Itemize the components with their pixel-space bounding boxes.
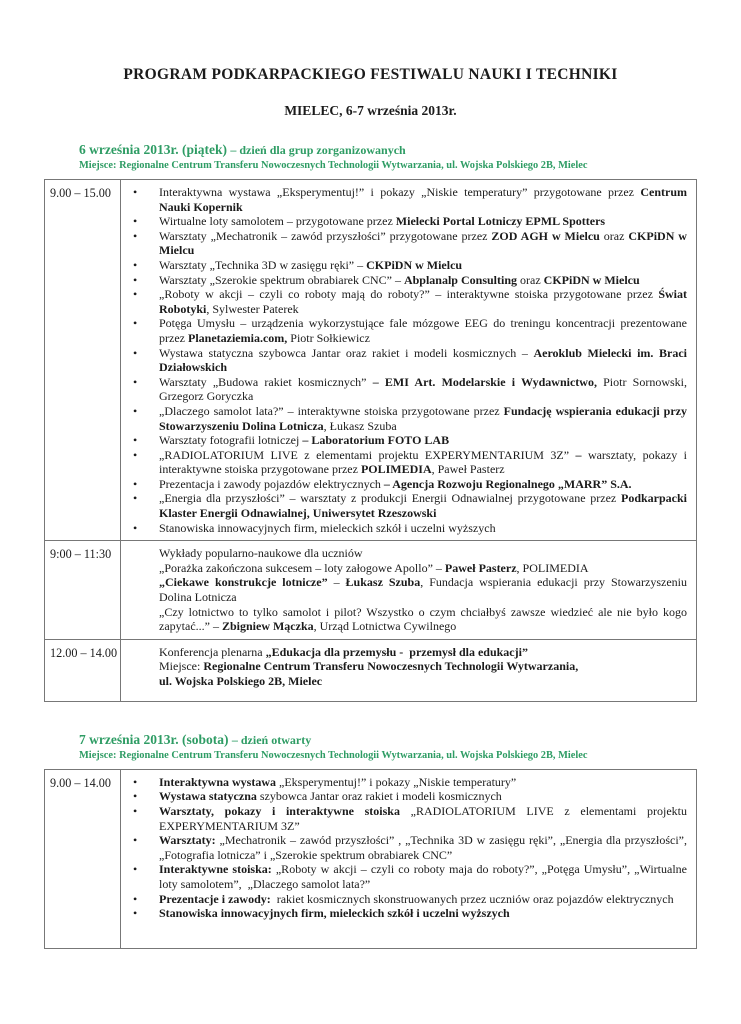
text-run: Prezentacja i zawody pojazdów elektrycznych: [159, 476, 384, 491]
bold-text-run: Interaktywne stoiska:: [159, 862, 276, 877]
list-item: [121, 433, 687, 448]
list-item: [121, 316, 687, 345]
bold-text-run: Fundację wspierania edukacji przy Stowarzyszeniu Dolina Lotnicza: [159, 403, 687, 433]
bold-text-run: Wystawa statyczna: [159, 789, 260, 804]
bold-text-run: CKPiDN w Mielcu: [543, 272, 640, 287]
text-run: „Roboty w akcji – czyli co roboty maja do roboty?”, „Potęga Umysłu”, „Wirtualne loty samolotem”, „Dlaczego samolot lata?”: [159, 862, 687, 891]
list-item: [121, 258, 687, 273]
bold-text-run: Zbigniew Mączka: [221, 619, 314, 634]
bold-text-run: – Laboratorium FOTO LAB: [302, 433, 450, 448]
schedule-row: [45, 180, 697, 541]
text-run: „Porażka zakończona sukcesem – loty załogowe Apollo” –: [159, 560, 445, 575]
list-item: [121, 404, 687, 433]
document-title: PROGRAM PODKARPACKIEGO FESTIWALU NAUKI I TECHNIKI: [123, 66, 618, 83]
bold-text-run: POLIMEDIA: [360, 462, 432, 477]
list-item: [121, 833, 687, 862]
text-run: „Roboty w akcji – czyli co roboty mają do roboty?” – interaktywne stoiska przygotowane przez: [159, 287, 659, 302]
text-run: Stanowiska innowacyjnych firm, mieleckich szkół i uczelni wyższych: [159, 520, 496, 535]
text-run: Wykłady popularno-naukowe dla uczniów: [159, 546, 363, 561]
bold-text-run: Świat Robotyki: [159, 287, 687, 316]
text-line: [121, 561, 687, 576]
text-run: Piotr Sornowski, Grzegorz Goryczka: [159, 374, 687, 404]
bold-text-run: CKPiDN w Mielcu: [366, 257, 463, 272]
text-run: „Eksperymentuj!” i pokazy „Niskie temperatury”: [279, 774, 517, 789]
section-heading-saturday: [79, 732, 697, 748]
list-item: [121, 775, 687, 790]
text-run: Piotr Sołkiewicz: [287, 330, 370, 345]
bold-text-run: Abplanalp Consulting: [403, 272, 518, 287]
bold-text-run: „Edukacja dla przemysłu - przemysł dla edukacji”: [265, 644, 528, 659]
section-heading-desc: – dzień dla grup zorganizowanych: [230, 143, 406, 157]
bold-text-run: Podkarpacki Klaster Energii Odnawialnej, Uniwersytet Rzeszowski: [159, 491, 687, 521]
list-item: [121, 229, 687, 258]
list-item: [121, 477, 687, 492]
bold-text-run: Prezentacje i zawody:: [159, 891, 274, 906]
text-run: szybowca Jantar oraz rakiet i modeli kosmicznych: [259, 789, 502, 804]
bold-text-run: Łukasz Szuba: [345, 575, 421, 590]
text-run: oraz: [599, 228, 629, 243]
section-heading-date: 6 września 2013r. (piątek): [79, 142, 227, 157]
text-run: Warsztaty „Szerokie spektrum obrabiarek CNC” –: [159, 272, 404, 287]
text-run: „Energia dla przyszłości” – warsztaty z produkcji Energii Odnawialnej przygotowane przez: [159, 491, 621, 506]
text-run: Wystawa statyczna szybowca Jantar oraz rakiet i modeli kosmicznych –: [159, 345, 534, 360]
bullet-list: [121, 185, 687, 535]
bold-text-run: Planetaziemia.com,: [187, 330, 288, 345]
document-subtitle: MIELEC, 6-7 września 2013r.: [284, 103, 457, 118]
list-item: [121, 448, 687, 477]
text-run: „RADIOLATORIUM LIVE z elementami projektu EXPERYMENTARIUM 3Z”: [159, 804, 687, 833]
text-line: [121, 645, 687, 660]
section-venue-friday: Miejsce: Regionalne Centrum Transferu Nowoczesnych Technologii Wytwarzania, ul. Wojska Polskiego 2B, Mielec: [79, 160, 588, 171]
text-run: oraz: [517, 272, 544, 287]
text-run: , Fundacja wspierania edukacji przy Stowarzyszeniu Dolina Lotnicza: [159, 575, 687, 605]
text-run: , Łukasz Szuba: [323, 418, 397, 433]
text-run: Konferencja plenarna: [159, 644, 266, 659]
bold-text-run: – EMI Art. Modelarskie i Wydawnictwo,: [372, 374, 597, 389]
time-slot: 9.00 – 14.00: [45, 769, 121, 948]
text-run: Warsztaty „Budowa rakiet kosmicznych”: [159, 374, 373, 389]
text-run: Warsztaty fotografii lotniczej: [159, 433, 303, 448]
section-heading-date: 7 września 2013r. (sobota): [79, 731, 229, 747]
schedule-content-cell: [121, 541, 697, 640]
schedule-content-cell: [121, 639, 697, 701]
bold-text-run: Warsztaty, pokazy i interaktywne stoiska: [159, 804, 411, 818]
text-run: , Sylwester Paterek: [206, 301, 299, 316]
list-item: [121, 346, 687, 375]
list-item: [121, 491, 687, 520]
bullet-list: [121, 775, 687, 921]
list-item: [121, 287, 687, 316]
list-item: [121, 906, 687, 921]
section-friday: [44, 142, 697, 702]
bold-text-run: Mielecki Portal Lotniczy EPML Spotters: [395, 214, 606, 229]
text-line: [121, 674, 687, 689]
list-item: [121, 789, 687, 804]
schedule-content-cell: [121, 180, 697, 541]
bold-text-run: Aeroklub Mielecki im. Braci Działowskich: [159, 345, 687, 375]
list-item: [121, 273, 687, 288]
bold-text-run: Regionalne Centrum Transferu Nowoczesnych Technologii Wytwarzania,: [203, 659, 579, 674]
time-slot: 9.00 – 15.00: [45, 180, 121, 541]
schedule-table-saturday: [44, 769, 697, 949]
list-item: [121, 862, 687, 891]
bold-text-run: ZOD AGH w Mielcu: [491, 228, 600, 243]
text-run: –: [327, 575, 346, 590]
text-run: Warsztaty „Technika 3D w zasięgu ręki” –: [159, 257, 367, 272]
list-item: [121, 892, 687, 907]
list-item: [121, 521, 687, 536]
time-slot: 9:00 – 11:30: [45, 541, 121, 640]
list-item: [121, 185, 687, 214]
list-item: [121, 804, 687, 833]
schedule-row: [45, 639, 697, 701]
bold-text-run: ul. Wojska Polskiego 2B, Mielec: [159, 674, 323, 688]
schedule-table-friday: [44, 179, 697, 702]
text-line: [121, 605, 687, 634]
bold-text-run: Centrum Nauki Kopernik: [159, 185, 687, 214]
text-run: Wirtualne loty samolotem – przygotowane przez: [159, 214, 396, 229]
section-heading-friday: [79, 142, 697, 158]
text-run: „Mechatronik – zawód przyszłości” , „Technika 3D w zasięgu ręki”, „Energia dla przyszłości”, „Fotografia lotnicza” i „Szerokie spektrum obrabiarek CNC”: [159, 833, 687, 862]
bold-text-run: – Agencja Rozwoju Regionalnego „MARR” S.A.: [383, 476, 632, 491]
text-run: Interaktywna wystawa „Eksperymentuj!” i pokazy „Niskie temperatury” przygotowane przez: [159, 185, 641, 199]
bold-text-run: Interaktywna wystawa: [159, 774, 279, 789]
text-run: „RADIOLATORIUM LIVE z elementami projektu EXPERYMENTARIUM 3Z”: [159, 447, 576, 462]
section-venue-saturday: Miejsce: Regionalne Centrum Transferu Nowoczesnych Technologii Wytwarzania, ul. Wojska Polskiego 2B, Mielec: [79, 749, 588, 761]
bold-text-run: Paweł Pasterz: [444, 560, 517, 575]
text-line: [121, 659, 687, 674]
list-item: [121, 375, 687, 404]
list-item: [121, 214, 687, 229]
text-run: warsztaty, pokazy i interaktywne stoiska przygotowane przez: [159, 447, 688, 477]
bold-text-run: –: [575, 447, 582, 462]
section-saturday: [44, 732, 697, 949]
text-line: [121, 546, 687, 561]
bold-text-run: CKPiDN w Mielcu: [159, 228, 687, 258]
schedule-content-cell: [121, 769, 697, 948]
text-run: „Dlaczego samolot lata?” – interaktywne stoiska przygotowane przez: [159, 403, 504, 418]
text-run: , POLIMEDIA: [516, 560, 589, 575]
text-run: , Paweł Pasterz: [431, 462, 505, 477]
section-heading-desc: – dzień otwarty: [231, 732, 312, 747]
text-run: , Urząd Lotnictwa Cywilnego: [313, 619, 457, 634]
bold-text-run: Warsztaty:: [159, 833, 220, 848]
text-run: Warsztaty „Mechatronik – zawód przyszłości” przygotowane przez: [159, 228, 492, 243]
schedule-row: [45, 541, 697, 640]
text-run: Potęga Umysłu – urządzenia wykorzystujące fale mózgowe EEG do treningu koncentracji prezentowane przez: [159, 316, 687, 345]
text-run: rakiet kosmicznych skonstruowanych przez uczniów oraz pojazdów elektrycznych: [273, 891, 674, 906]
text-run: Miejsce:: [159, 659, 204, 674]
text-run: „Czy lotnictwo to tylko samolot i pilot? Wszystko o czym chciałbyś zawsze wiedzieć ale nie było kogo zapytać...” –: [159, 604, 687, 634]
bold-text-run: „Ciekawe konstrukcje lotnicze”: [159, 575, 328, 590]
schedule-row: [45, 769, 697, 948]
time-slot: 12.00 – 14.00: [45, 639, 121, 701]
bold-text-run: Stanowiska innowacyjnych firm, mieleckich szkół i uczelni wyższych: [159, 906, 510, 921]
text-line: [121, 575, 687, 604]
